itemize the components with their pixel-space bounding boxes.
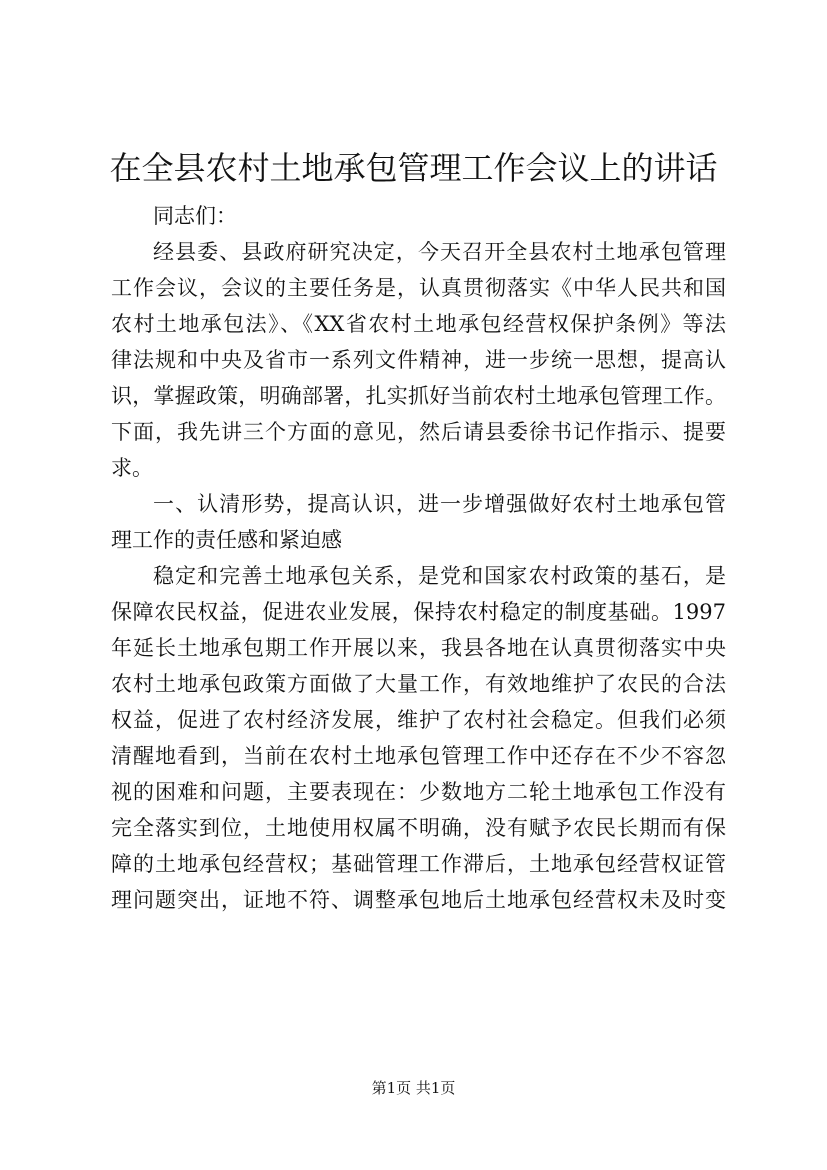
page-footer: 第1页 共1页	[371, 1079, 456, 1097]
text-line: 同志们：	[153, 204, 237, 228]
text-line: 年延长土地承包期工作开展以来，我县各地在认真贯彻落实中央	[111, 636, 726, 660]
text-line: 权益，促进了农村经济发展，维护了农村社会稳定。但我们必须	[111, 708, 726, 732]
text-line: 视的困难和问题，主要表现在：少数地方二轮土地承包工作没有	[111, 780, 726, 804]
text-line: 农村土地承包法》、《XX省农村土地承包经营权保护条例》等法	[111, 312, 726, 336]
text-line: 保障农民权益，促进农业发展，保持农村稳定的制度基础。1997	[111, 600, 726, 624]
text-line: 完全落实到位，土地使用权属不明确，没有赋予农民长期而有保	[111, 816, 726, 840]
text-line: 稳定和完善土地承包关系，是党和国家农村政策的基石，是	[153, 564, 726, 588]
document-title: 在全县农村土地承包管理工作会议上的讲话	[109, 149, 718, 187]
text-line: 障的土地承包经营权；基础管理工作滞后，土地承包经营权证管	[111, 852, 726, 876]
text-line: 一、认清形势，提高认识，进一步增强做好农村土地承包管	[153, 492, 726, 516]
document-body	[111, 198, 726, 918]
text-line: 工作会议，会议的主要任务是，认真贯彻落实《中华人民共和国	[111, 276, 726, 300]
text-line: 识，掌握政策，明确部署，扎实抓好当前农村土地承包管理工作。	[111, 384, 726, 408]
text-line: 经县委、县政府研究决定，今天召开全县农村土地承包管理	[153, 240, 726, 264]
text-line: 农村土地承包政策方面做了大量工作，有效地维护了农民的合法	[111, 672, 726, 696]
text-line: 理工作的责任感和紧迫感	[111, 528, 342, 552]
text-line: 律法规和中央及省市一系列文件精神，进一步统一思想，提高认	[111, 348, 726, 372]
text-line: 清醒地看到，当前在农村土地承包管理工作中还存在不少不容忽	[111, 744, 726, 768]
text-line: 求。	[111, 456, 153, 480]
text-line: 理问题突出，证地不符、调整承包地后土地承包经营权未及时变	[111, 888, 726, 912]
text-line: 下面，我先讲三个方面的意见，然后请县委徐书记作指示、提要	[111, 420, 726, 444]
